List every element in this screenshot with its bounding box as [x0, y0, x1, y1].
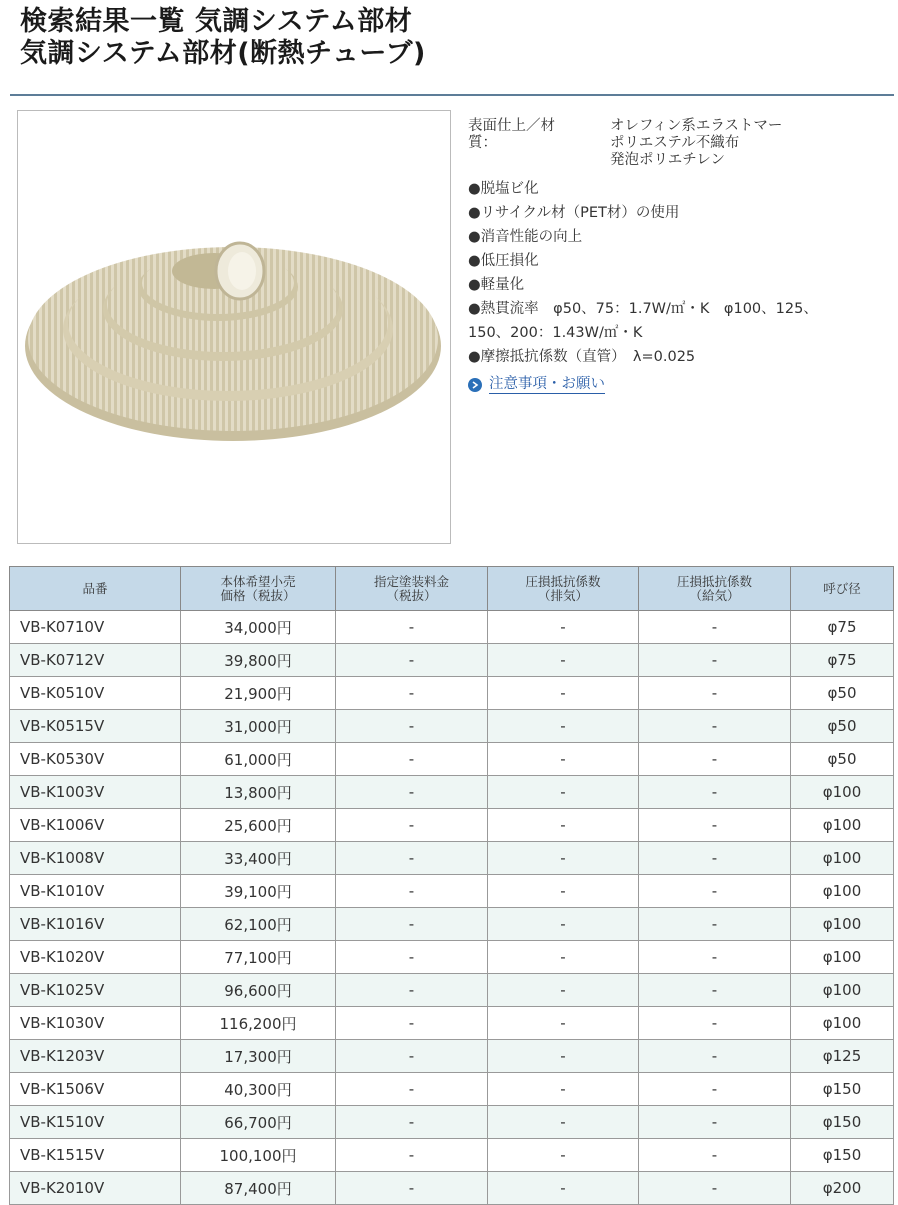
column-header-text: （給気）: [689, 587, 740, 603]
table-cell: -: [488, 1007, 639, 1040]
table-cell: φ150: [791, 1106, 894, 1139]
table-cell: -: [336, 1007, 488, 1040]
table-cell: φ100: [791, 875, 894, 908]
table-row: [10, 644, 894, 677]
table-cell: -: [488, 1040, 639, 1073]
table-cell: φ50: [791, 677, 894, 710]
table-cell: -: [336, 842, 488, 875]
table-cell: VB-K0710V: [10, 611, 181, 644]
table-cell: -: [639, 1106, 791, 1139]
table-row: [10, 710, 894, 743]
table-cell: φ100: [791, 974, 894, 1007]
table-cell: -: [639, 611, 791, 644]
table-cell: φ75: [791, 611, 894, 644]
table-cell: -: [639, 743, 791, 776]
feature-item: ●低圧損化: [468, 253, 539, 269]
table-cell: 100,100円: [181, 1139, 336, 1172]
table-cell: φ100: [791, 908, 894, 941]
table-cell: VB-K1006V: [10, 809, 181, 842]
column-header-text: （排気）: [537, 587, 588, 603]
table-cell: -: [639, 1172, 791, 1205]
table-cell: -: [336, 941, 488, 974]
spec-label: [468, 118, 610, 169]
table-cell: 39,800円: [181, 644, 336, 677]
table-cell: -: [639, 875, 791, 908]
table-cell: 61,000円: [181, 743, 336, 776]
table-cell: -: [639, 677, 791, 710]
table-cell: -: [639, 1007, 791, 1040]
table-row: [10, 776, 894, 809]
table-cell: -: [336, 1106, 488, 1139]
column-header-text: 品番: [82, 580, 108, 596]
table-cell: VB-K1016V: [10, 908, 181, 941]
table-cell: φ150: [791, 1073, 894, 1106]
table-cell: -: [639, 842, 791, 875]
table-cell: 17,300円: [181, 1040, 336, 1073]
table-row: [10, 875, 894, 908]
table-cell: -: [336, 677, 488, 710]
spec-label-line1: 表面仕上／材: [468, 118, 555, 134]
table-cell: φ100: [791, 941, 894, 974]
table-row: [10, 677, 894, 710]
table-cell: -: [336, 1172, 488, 1205]
table-cell: -: [639, 974, 791, 1007]
table-cell: 31,000円: [181, 710, 336, 743]
page-title-line2: 気調システム部材(断熱チューブ): [20, 38, 426, 69]
table-cell: 25,600円: [181, 809, 336, 842]
table-cell: VB-K1510V: [10, 1106, 181, 1139]
feature-item: ●脱塩ビ化: [468, 181, 539, 197]
table-cell: -: [488, 611, 639, 644]
column-header-text: 指定塗装料金: [373, 573, 449, 589]
column-header-text: 価格（税抜）: [220, 587, 296, 603]
column-header-text: 本体希望小売: [220, 573, 296, 589]
table-cell: 87,400円: [181, 1172, 336, 1205]
column-header: [488, 567, 639, 611]
table-cell: -: [488, 941, 639, 974]
notice-link[interactable]: [468, 375, 888, 394]
column-header: [181, 567, 336, 611]
table-cell: φ50: [791, 710, 894, 743]
table-cell: VB-K1025V: [10, 974, 181, 1007]
table-cell: -: [639, 644, 791, 677]
table-cell: 39,100円: [181, 875, 336, 908]
table-cell: -: [336, 776, 488, 809]
table-cell: VB-K1030V: [10, 1007, 181, 1040]
table-cell: VB-K1020V: [10, 941, 181, 974]
table-row: [10, 1073, 894, 1106]
table-cell: -: [639, 710, 791, 743]
table-row: [10, 941, 894, 974]
table-row: [10, 1040, 894, 1073]
table-cell: -: [488, 1073, 639, 1106]
table-cell: -: [488, 1139, 639, 1172]
spec-values: [610, 118, 782, 169]
table-cell: -: [639, 908, 791, 941]
column-header: [336, 567, 488, 611]
table-header: [10, 567, 894, 611]
table-cell: -: [336, 743, 488, 776]
table-cell: 34,000円: [181, 611, 336, 644]
table-cell: -: [336, 875, 488, 908]
table-cell: -: [488, 743, 639, 776]
table-cell: -: [488, 1106, 639, 1139]
table-cell: -: [336, 611, 488, 644]
feature-list: [468, 177, 888, 369]
table-cell: -: [488, 644, 639, 677]
table-cell: -: [488, 974, 639, 1007]
table-cell: -: [336, 1073, 488, 1106]
table-cell: VB-K1515V: [10, 1139, 181, 1172]
table-row: [10, 743, 894, 776]
table-row: [10, 908, 894, 941]
product-table: [9, 566, 894, 1205]
table-cell: VB-K2010V: [10, 1172, 181, 1205]
arrow-right-icon: [468, 378, 482, 392]
table-row: [10, 1007, 894, 1040]
column-header: [791, 567, 894, 611]
table-cell: -: [336, 1139, 488, 1172]
table-row: [10, 611, 894, 644]
table-cell: φ100: [791, 1007, 894, 1040]
spec-label-line2: 質：: [468, 135, 497, 151]
table-cell: -: [639, 941, 791, 974]
table-cell: 77,100円: [181, 941, 336, 974]
spec-value: 発泡ポリエチレン: [610, 152, 726, 168]
column-header: [639, 567, 791, 611]
title-divider: [10, 94, 894, 96]
table-cell: -: [488, 842, 639, 875]
table-cell: -: [488, 875, 639, 908]
table-cell: 40,300円: [181, 1073, 336, 1106]
table-cell: VB-K0530V: [10, 743, 181, 776]
table-cell: -: [488, 908, 639, 941]
table-cell: φ150: [791, 1139, 894, 1172]
table-cell: VB-K0515V: [10, 710, 181, 743]
table-cell: 62,100円: [181, 908, 336, 941]
table-row: [10, 1139, 894, 1172]
table-cell: φ75: [791, 644, 894, 677]
column-header-text: 圧損抵抗係数: [676, 573, 752, 589]
table-cell: 116,200円: [181, 1007, 336, 1040]
spec-value: ポリエステル不織布: [610, 135, 740, 151]
table-cell: φ200: [791, 1172, 894, 1205]
table-cell: -: [639, 776, 791, 809]
feature-item: ●熱貫流率 φ50、75：1.7W/㎡・K φ100、125、: [468, 301, 818, 317]
table-cell: φ100: [791, 842, 894, 875]
table-cell: -: [488, 710, 639, 743]
table-cell: VB-K0712V: [10, 644, 181, 677]
product-info: [468, 118, 888, 394]
feature-item: ●軽量化: [468, 277, 525, 293]
table-cell: -: [336, 1040, 488, 1073]
table-cell: φ100: [791, 809, 894, 842]
table-cell: -: [639, 1139, 791, 1172]
table-cell: -: [639, 809, 791, 842]
table-cell: -: [336, 908, 488, 941]
table-cell: 33,400円: [181, 842, 336, 875]
table-cell: VB-K0510V: [10, 677, 181, 710]
table-body: [10, 611, 894, 1205]
table-cell: -: [336, 809, 488, 842]
product-image: [17, 110, 451, 544]
feature-item: 150、200：1.43W/㎡・K: [468, 325, 643, 341]
table-cell: -: [336, 710, 488, 743]
column-header: [10, 567, 181, 611]
table-cell: 21,900円: [181, 677, 336, 710]
feature-item: ●リサイクル材（PET材）の使用: [468, 205, 680, 221]
table-cell: 66,700円: [181, 1106, 336, 1139]
table-cell: φ100: [791, 776, 894, 809]
table-cell: φ125: [791, 1040, 894, 1073]
page-title: [20, 6, 426, 70]
table-cell: VB-K1010V: [10, 875, 181, 908]
table-cell: 96,600円: [181, 974, 336, 1007]
table-row: [10, 842, 894, 875]
table-cell: VB-K1003V: [10, 776, 181, 809]
feature-item: ●摩擦抵抗係数（直管） λ=0.025: [468, 349, 696, 365]
column-header-text: 圧損抵抗係数: [525, 573, 601, 589]
table-cell: -: [488, 677, 639, 710]
column-header-text: 呼び径: [823, 580, 861, 596]
table-cell: -: [336, 974, 488, 1007]
table-row: [10, 974, 894, 1007]
table-cell: -: [639, 1073, 791, 1106]
table-cell: 13,800円: [181, 776, 336, 809]
table-cell: VB-K1203V: [10, 1040, 181, 1073]
table-cell: -: [488, 809, 639, 842]
table-row: [10, 809, 894, 842]
coiled-tube-image: [18, 111, 450, 543]
table-cell: φ50: [791, 743, 894, 776]
column-header-text: （税抜）: [386, 587, 437, 603]
spec-value: オレフィン系エラストマー: [610, 118, 783, 134]
table-cell: -: [488, 776, 639, 809]
page-title-line1: 検索結果一覧 気調システム部材: [20, 6, 413, 37]
notice-link-label[interactable]: 注意事項・お願い: [489, 376, 605, 392]
table-cell: -: [639, 1040, 791, 1073]
table-cell: -: [488, 1172, 639, 1205]
table-cell: VB-K1506V: [10, 1073, 181, 1106]
table-cell: VB-K1008V: [10, 842, 181, 875]
table-row: [10, 1106, 894, 1139]
table-cell: -: [336, 644, 488, 677]
feature-item: ●消音性能の向上: [468, 229, 583, 245]
spec-material: [468, 118, 888, 169]
